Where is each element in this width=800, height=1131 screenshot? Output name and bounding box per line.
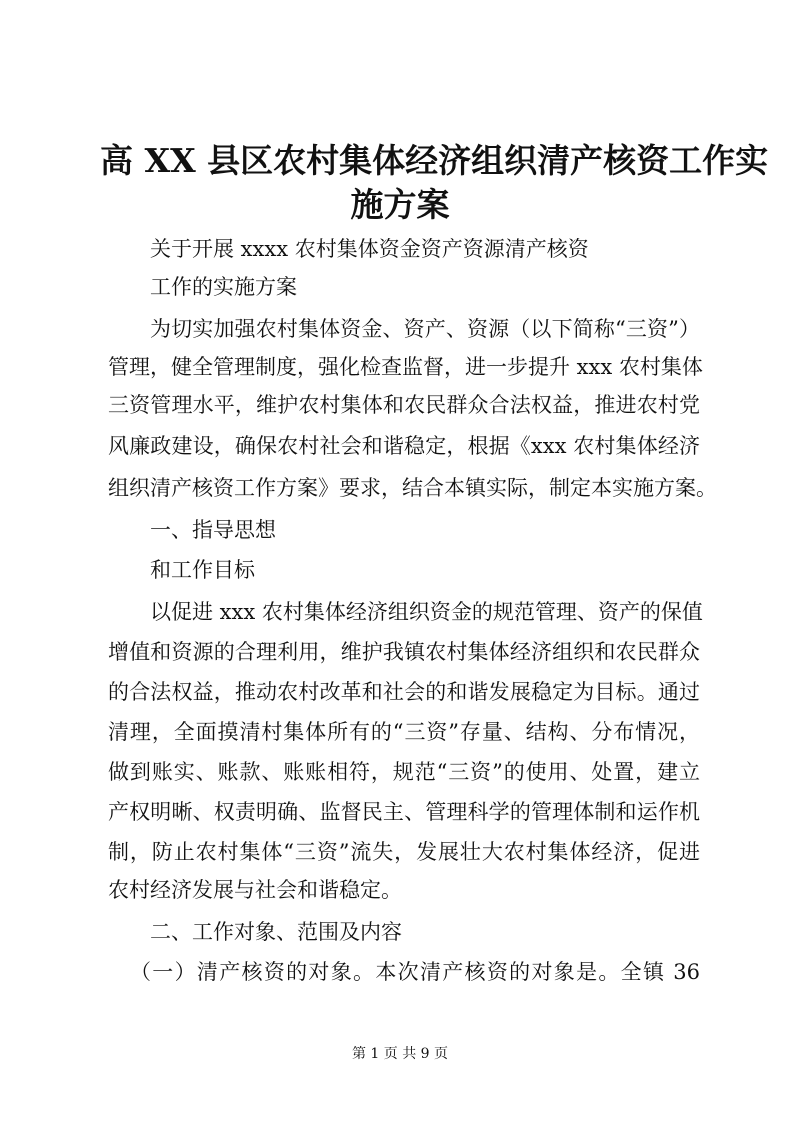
section-heading-1b: 和工作目标 <box>150 558 255 582</box>
paragraph-line: （一）清产核资的对象。本次清产核资的对象是。全镇 36 <box>130 960 700 984</box>
paragraph-line: 组织清产核资工作方案》要求，结合本镇实际，制定本实施方案。 <box>108 476 717 500</box>
subtitle-line-2: 工作的实施方案 <box>150 275 297 299</box>
document-title-line-1: 高 XX 县区农村集体经济组织清产核资工作实 <box>100 141 769 180</box>
paragraph-line: 农村经济发展与社会和谐稳定。 <box>108 878 402 902</box>
page-footer: 第 1 页 共 9 页 <box>351 1046 449 1062</box>
paragraph-line: 清理，全面摸清村集体所有的“三资”存量、结构、分布情况， <box>108 720 700 744</box>
paragraph-line: 的合法权益，推动农村改革和社会的和谐发展稳定为目标。通过 <box>108 680 700 704</box>
section-heading-2: 二、工作对象、范围及内容 <box>150 920 402 944</box>
paragraph-line: 风廉政建设，确保农村社会和谐稳定，根据《xxx 农村集体经济 <box>108 434 700 458</box>
subtitle-line-1: 关于开展 xxxx 农村集体资金资产资源清产核资 <box>150 237 589 261</box>
paragraph-line: 做到账实、账款、账账相符，规范“三资”的使用、处置，建立 <box>108 760 700 784</box>
paragraph-line: 制，防止农村集体“三资”流失，发展壮大农村集体经济，促进 <box>108 840 700 864</box>
paragraph-line: 以促进 xxx 农村集体经济组织资金的规范管理、资产的保值 <box>150 600 703 624</box>
paragraph-line: 增值和资源的合理利用，维护我镇农村集体经济组织和农民群众 <box>108 640 700 664</box>
paragraph-line: 为切实加强农村集体资金、资产、资源（以下简称“三资”） <box>150 317 700 341</box>
paragraph-line: 三资管理水平，维护农村集体和农民群众合法权益，推进农村党 <box>108 393 700 417</box>
paragraph-line: 管理，健全管理制度，强化检查监督，进一步提升 xxx 农村集体 <box>108 355 703 379</box>
section-heading-1a: 一、指导思想 <box>150 518 276 542</box>
paragraph-line: 产权明晰、权责明确、监督民主、管理科学的管理体制和运作机 <box>108 800 700 824</box>
document-title-line-2: 施方案 <box>350 185 450 224</box>
